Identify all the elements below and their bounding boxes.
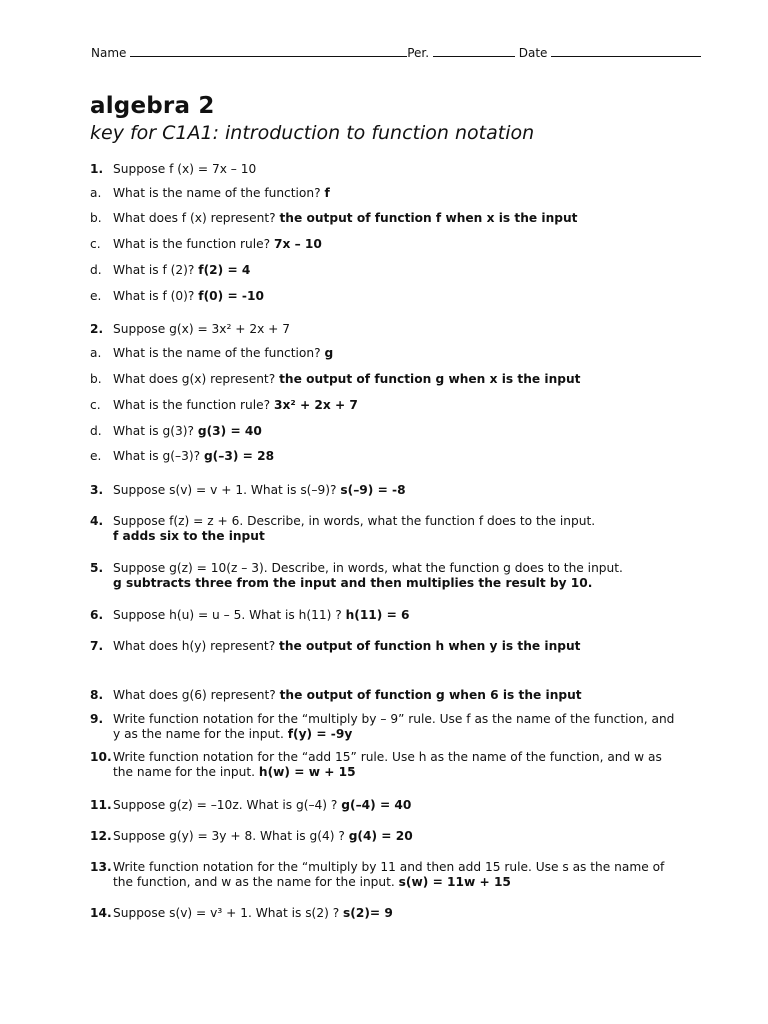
problem-number: 8. xyxy=(90,688,104,702)
problem-number: 4. xyxy=(90,514,104,528)
question-text: Write function notation for the “multiply by – 9” rule. Use f as the name of the function, and y as the name for the input. xyxy=(113,712,675,741)
problem-number: 14. xyxy=(90,906,112,920)
sub-letter: a. xyxy=(90,346,102,360)
period-label: Per. xyxy=(407,46,430,60)
problem-number: 6. xyxy=(90,608,104,622)
question-text: What is the name of the function? xyxy=(113,346,321,360)
question-text: Suppose g(z) = 10(z – 3). Describe, in words, what the function g does to the input. xyxy=(113,561,623,575)
answer-text: the output of function g when x is the input xyxy=(279,372,581,386)
sub-letter: e. xyxy=(90,449,102,463)
answer-text: s(–9) = -8 xyxy=(340,483,406,497)
question-text: What does f (x) represent? xyxy=(113,211,276,225)
problem-number: 5. xyxy=(90,561,104,575)
question-text: What does g(x) represent? xyxy=(113,372,276,386)
name-label: Name xyxy=(91,46,127,60)
answer-text: g xyxy=(324,346,334,360)
answer-text: f(2) = 4 xyxy=(198,263,251,277)
question-text: What is f (0)? xyxy=(113,289,195,303)
question-text: What is g(3)? xyxy=(113,424,194,438)
question-text: What is the function rule? xyxy=(113,398,271,412)
name-blank xyxy=(130,45,407,57)
question-text: What does h(y) represent? xyxy=(113,639,276,653)
question-text: What is g(–3)? xyxy=(113,449,201,463)
worksheet-header xyxy=(91,45,681,60)
sub-letter: d. xyxy=(90,424,102,438)
answer-text: f(y) = -9y xyxy=(287,727,353,741)
problem-number: 13. xyxy=(90,860,112,874)
problem-number: 11. xyxy=(90,798,112,812)
date-label: Date xyxy=(518,46,548,60)
sub-letter: c. xyxy=(90,237,101,251)
question-text: Suppose g(y) = 3y + 8. What is g(4) ? xyxy=(113,829,345,843)
problem-number: 10. xyxy=(90,750,112,764)
sub-letter: b. xyxy=(90,372,102,386)
problem-number: 2. xyxy=(90,322,104,336)
answer-text: h(11) = 6 xyxy=(345,608,410,622)
sub-letter: a. xyxy=(90,186,102,200)
question-text: Suppose f(z) = z + 6. Describe, in words, what the function f does to the input. xyxy=(113,514,596,528)
sub-letter: c. xyxy=(90,398,101,412)
answer-text: g(–4) = 40 xyxy=(341,798,412,812)
page-title: algebra 2 xyxy=(90,93,215,119)
answer-text: g(4) = 20 xyxy=(348,829,413,843)
sub-letter: d. xyxy=(90,263,102,277)
problem-text: Suppose g(x) = 3x² + 2x + 7 xyxy=(113,322,291,336)
problem-number: 1. xyxy=(90,162,104,176)
period-blank xyxy=(433,45,515,57)
answer-text: h(w) = w + 15 xyxy=(258,765,356,779)
answer-text: f(0) = -10 xyxy=(198,289,264,303)
question-text: Suppose s(v) = v + 1. What is s(–9)? xyxy=(113,483,337,497)
problem-number: 7. xyxy=(90,639,104,653)
question-text: What is the name of the function? xyxy=(113,186,321,200)
answer-text: g(3) = 40 xyxy=(197,424,262,438)
answer-text: 7x – 10 xyxy=(274,237,322,251)
date-blank xyxy=(551,45,701,57)
answer-text: the output of function f when x is the input xyxy=(279,211,578,225)
question-text: Write function notation for the “multiply by 11 and then add 15 rule. Use s as the name of the function, and w as the name for the input. xyxy=(113,860,665,889)
answer-text: s(2)= 9 xyxy=(343,906,393,920)
question-text: What is the function rule? xyxy=(113,237,271,251)
answer-text: f xyxy=(324,186,330,200)
problem-text: Suppose f (x) = 7x – 10 xyxy=(113,162,257,176)
answer-text: the output of function g when 6 is the input xyxy=(279,688,582,702)
page-subtitle: key for C1A1: introduction to function notation xyxy=(90,122,535,144)
question-text: Suppose h(u) = u – 5. What is h(11) ? xyxy=(113,608,342,622)
problem-number: 9. xyxy=(90,712,104,726)
answer-text: g(–3) = 28 xyxy=(203,449,275,463)
question-text: Write function notation for the “add 15” rule. Use h as the name of the function, and w as the name for the input. xyxy=(113,750,662,779)
problem-number: 12. xyxy=(90,829,112,843)
question-text: Suppose g(z) = –10z. What is g(–4) ? xyxy=(113,798,338,812)
question-text: What does g(6) represent? xyxy=(113,688,276,702)
question-text: Suppose s(v) = v³ + 1. What is s(2) ? xyxy=(113,906,340,920)
sub-letter: e. xyxy=(90,289,102,303)
answer-text: g subtracts three from the input and then multiplies the result by 10. xyxy=(113,576,593,590)
answer-text: the output of function h when y is the input xyxy=(279,639,581,653)
answer-text: f adds six to the input xyxy=(113,529,265,543)
sub-letter: b. xyxy=(90,211,102,225)
answer-text: 3x² + 2x + 7 xyxy=(274,398,358,412)
problem-number: 3. xyxy=(90,483,104,497)
question-text: What is f (2)? xyxy=(113,263,195,277)
answer-text: s(w) = 11w + 15 xyxy=(398,875,511,889)
